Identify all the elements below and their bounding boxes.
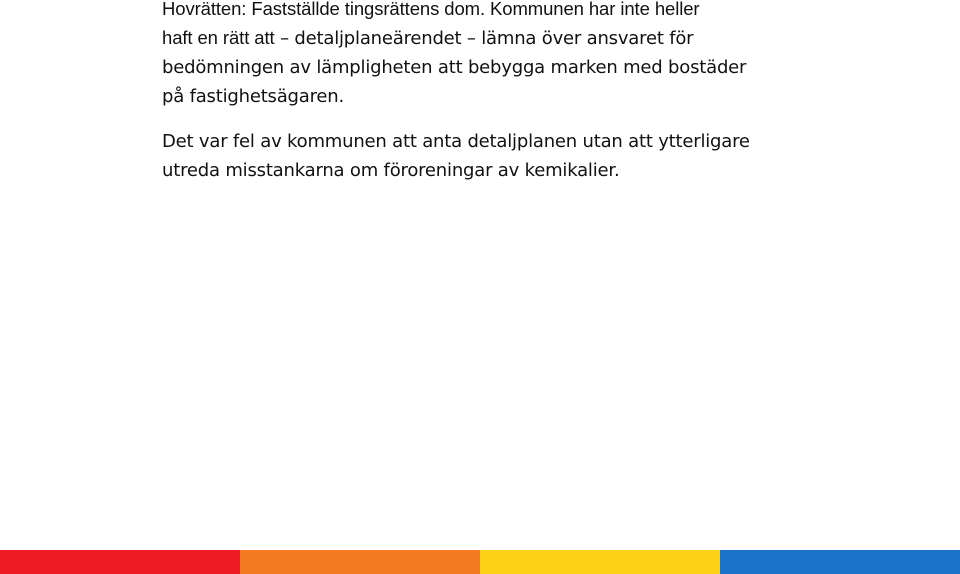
stripe-segment-yellow <box>480 550 720 574</box>
paragraph-conclusion <box>162 127 942 185</box>
document-body <box>162 0 942 185</box>
text-line: på fastighetsägaren. <box>162 86 345 107</box>
text-segment: haft en rätt att <box>162 27 275 48</box>
text-line: bedömningen av lämpligheten att bebygga marken med bostäder <box>162 57 747 78</box>
text-segment: – detaljplaneärendet – lämna över ansvaret för <box>274 28 694 49</box>
text-line <box>162 23 942 53</box>
paragraph-court-ruling <box>162 0 942 111</box>
footer-color-stripe <box>0 550 960 574</box>
stripe-segment-blue <box>720 550 960 574</box>
stripe-segment-red <box>0 550 240 574</box>
text-line: utreda misstankarna om föroreningar av kemikalier. <box>162 160 620 181</box>
stripe-segment-orange <box>240 550 480 574</box>
text-line: Hovrätten: Fastställde tingsrättens dom. Kommunen har inte heller <box>162 0 700 19</box>
text-line: Det var fel av kommunen att anta detaljplanen utan att ytterligare <box>162 131 750 152</box>
